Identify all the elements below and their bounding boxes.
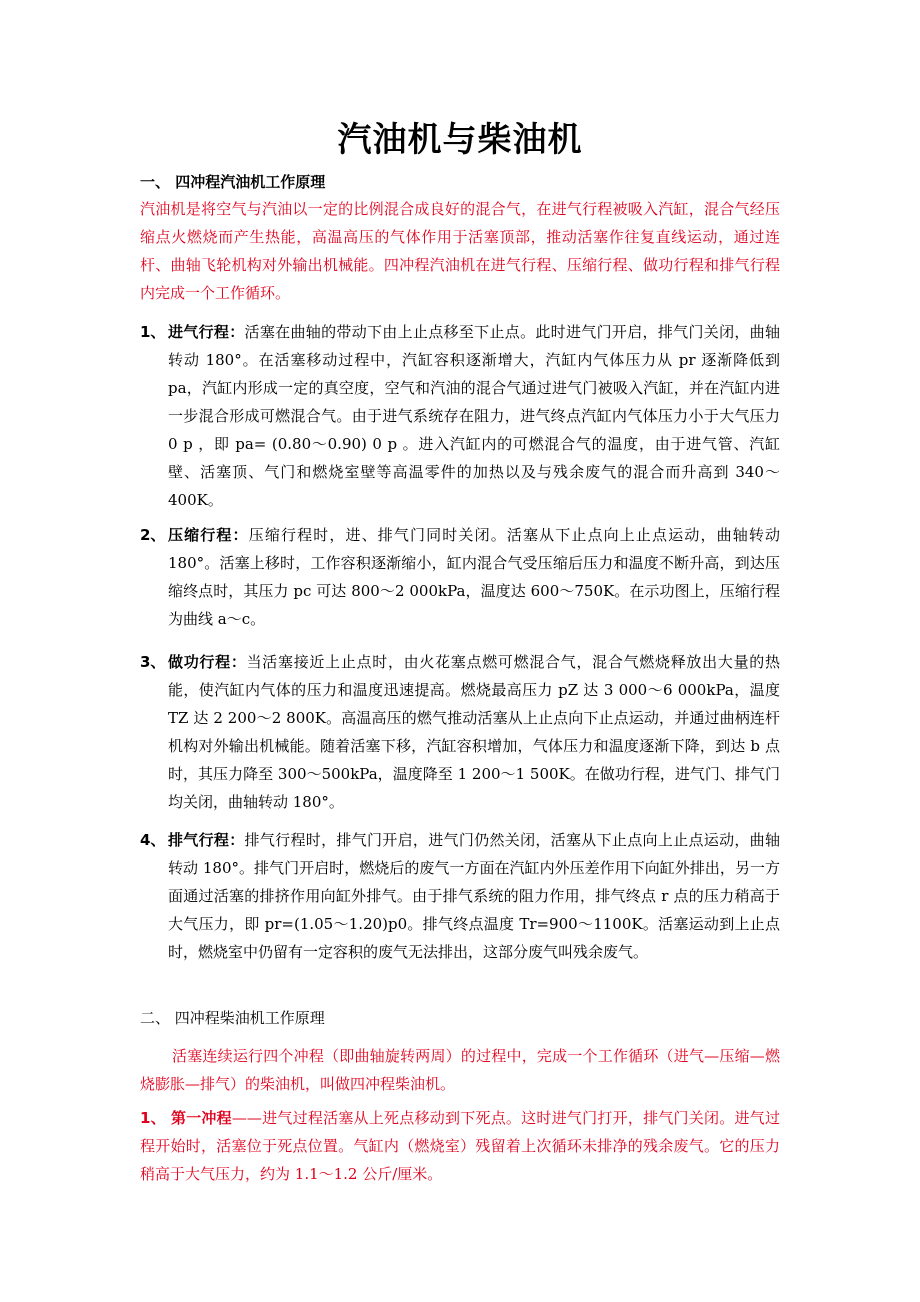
item-lead: 做功行程： [168, 653, 247, 671]
item-body [168, 521, 780, 633]
section2-item-1 [140, 1104, 780, 1188]
item-number: 2、 [140, 526, 166, 544]
section1-intro: 汽油机是将空气与汽油以一定的比例混合成良好的混合气，在进气行程被吸入汽缸，混合气经压缩点火燃烧而产生热能，高温高压的气体作用于活塞顶部，推动活塞作往复直线运动，通过连杆、曲轴飞轮机构对外输出机械能。四冲程汽油机在进气行程、压缩行程、做功行程和排气行程内完成一个工作循环。 [140, 200, 780, 302]
list-item [140, 826, 780, 966]
section2-heading: 二、 四冲程柴油机工作原理 [140, 1009, 325, 1027]
item-number: 4、 [140, 831, 166, 849]
list-item [140, 318, 780, 514]
item-number: 3、 [140, 653, 166, 671]
item-body [168, 648, 780, 816]
item-text: 压缩行程时，进、排气门同时关闭。活塞从下止点向上止点运动，曲轴转动 180°。活塞上移时，工作容积逐渐缩小，缸内混合气受压缩后压力和温度不断升高，到达压缩终点时，其压力 pc 可达 800～2 000kPa，温度达 600～750K。在示功图上，压缩行程为曲线 a～c。 [168, 526, 780, 628]
item-body [168, 826, 780, 966]
document-title: 汽油机与柴油机 [337, 120, 583, 160]
item-lead: 第一冲程 [170, 1109, 232, 1127]
item-number: 1、 [140, 1109, 166, 1127]
item-lead: 排气行程： [168, 831, 245, 849]
list-item [140, 521, 780, 633]
item-text: 排气行程时，排气门开启，进气门仍然关闭，活塞从下止点向上止点运动，曲轴转动 180°。排气门开启时，燃烧后的废气一方面在汽缸内外压差作用下向缸外排出，另一方面通过活塞的排挤作用向缸外排气。由于排气系统的阻力作用，排气终点 r 点的压力稍高于大气压力，即 pr=(1.05～1.20)p0。排气终点温度 Tr=900～1100K。活塞运动到上止点时，燃烧室中仍留有一定容积的废气无法排出，这部分废气叫残余废气。 [168, 831, 780, 961]
item-text: ——进气过程活塞从上死点移动到下死点。这时进气门打开，排气门关闭。进气过程开始时，活塞位于死点位置。气缸内（燃烧室）残留着上次循环未排净的残余废气。它的压力稍高于大气压力，约为 1.1～1.2 公斤/厘米。 [140, 1109, 780, 1183]
section1-heading: 一、 四冲程汽油机工作原理 [140, 173, 326, 191]
item-number: 1、 [140, 323, 166, 341]
item-text: 当活塞接近上止点时，由火花塞点燃可燃混合气，混合气燃烧释放出大量的热能，使汽缸内气体的压力和温度迅速提高。燃烧最高压力 pZ 达 3 000～6 000kPa，温度 TZ 达 2 200～2 800K。高温高压的燃气推动活塞从上止点向下止点运动，并通过曲柄连杆机构对外输出机械能。随着活塞下移，汽缸容积增加，气体压力和温度逐渐下降，到达 b 点时，其压力降至 300～500kPa，温度降至 1 200～1 500K。在做功行程，进气门、排气门均关闭，曲轴转动 180°。 [168, 653, 780, 811]
item-text: 活塞在曲轴的带动下由上止点移至下止点。此时进气门开启，排气门关闭，曲轴转动 180°。在活塞移动过程中，汽缸容积逐渐增大，汽缸内气体压力从 pr 逐渐降低到 pa，汽缸内形成一定的真空度，空气和汽油的混合气通过进气门被吸入汽缸，并在汽缸内进一步混合形成可燃混合气。由于进气系统存在阻力，进气终点汽缸内气体压力小于大气压力 0 p ，即 pa= (0.80～0.90) 0 p 。进入汽缸内的可燃混合气的温度，由于进气管、汽缸壁、活塞顶、气门和燃烧室壁等高温零件的加热以及与残余废气的混合而升高到 340～400K。 [168, 323, 780, 509]
list-item [140, 648, 780, 816]
item-lead: 进气行程： [168, 323, 245, 341]
item-lead: 压缩行程： [168, 526, 249, 544]
item-body [168, 318, 780, 514]
section2-intro: 活塞连续运行四个冲程（即曲轴旋转两周）的过程中，完成一个工作循环（进气—压缩—燃烧膨胀—排气）的柴油机，叫做四冲程柴油机。 [140, 1047, 780, 1093]
